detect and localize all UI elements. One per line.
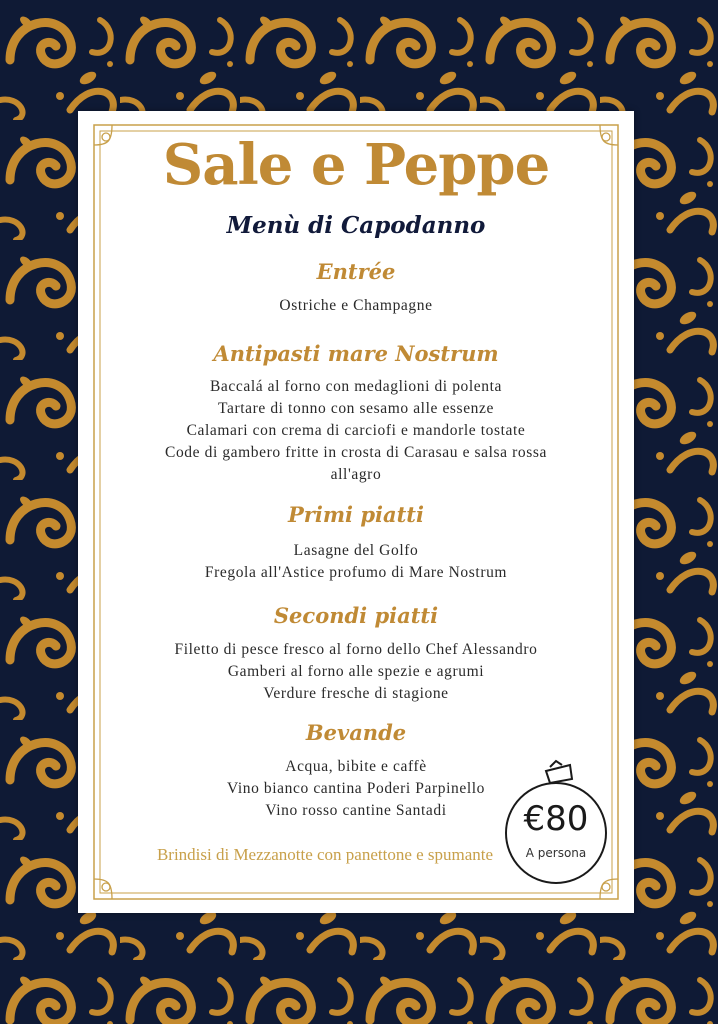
menu-item: Filetto di pesce fresco al forno dello Chef Alessandro [174,641,538,658]
price-label: A persona [525,846,587,860]
menu-item: Calamari con crema di carciofi e mandorle tostate [186,422,526,439]
menu-item: Verdure fresche di stagione [263,685,449,702]
section-items-antipasti [138,376,574,486]
section-title-entree: Entrée [316,259,396,284]
menu-item: Gamberi al forno alle spezie e agrumi [227,663,485,680]
section-title-secondi: Secondi piatti [273,603,439,628]
menu-item: Tartare di tonno con sesamo alle essenze [218,400,494,417]
restaurant-name: Sale e Peppe [162,132,550,198]
menu-item: Vino rosso cantine Santadi [265,802,447,819]
menu-item: Ostriche e Champagne [279,297,433,314]
menu-subtitle: Menù di Capodanno [226,212,486,239]
price-badge [500,759,612,889]
menu-item: Code di gambero fritte in crosta di Carasau e salsa rossa all'agro [165,444,547,483]
menu-item: Vino bianco cantina Poderi Parpinello [226,780,485,797]
menu-card [78,111,634,913]
menu-item: Lasagne del Golfo [293,542,419,559]
section-title-antipasti: Antipasti mare Nostrum [213,341,499,366]
menu-item: Baccalá al forno con medaglioni di polenta [209,378,503,395]
price-value: €80 [523,799,589,839]
section-items-primi [138,540,574,584]
section-title-primi: Primi piatti [288,502,424,527]
midnight-toast-note: Brindisi di Mezzanotte con panettone e spumante [156,845,494,864]
menu-item: Fregola all'Astice profumo di Mare Nostrum [204,564,508,581]
section-items-entree [138,295,574,317]
menu-item: Acqua, bibite e caffè [285,758,427,775]
section-title-bevande: Bevande [305,720,407,745]
section-items-secondi [138,639,574,705]
